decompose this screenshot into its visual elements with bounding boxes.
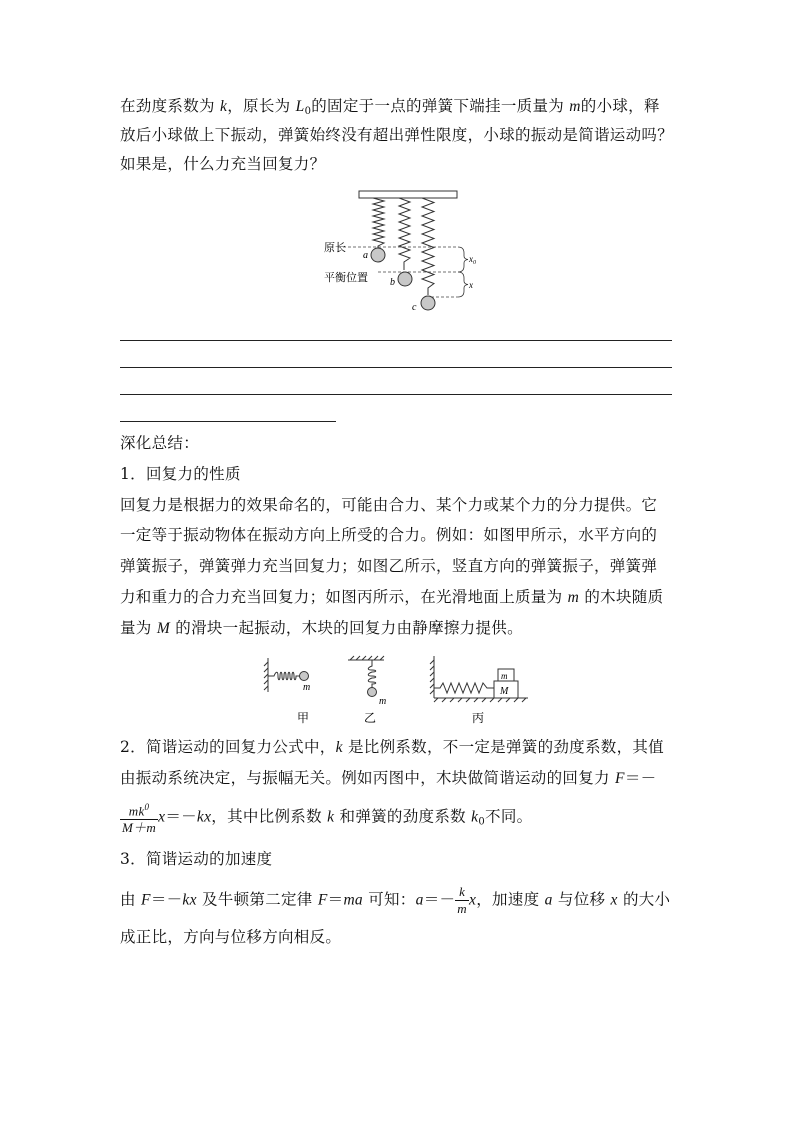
- section-3-line-1: 由 F＝－kx 及牛顿第二定律 F＝ma 可知：a＝－ $\frac{k}{m}$ x，加速度 a 与位移 x 的大小: [120, 884, 671, 916]
- vertical-oscillator: [348, 656, 384, 697]
- label-x0: $x_0$: [469, 254, 476, 266]
- oscillators-figure: [262, 652, 534, 726]
- question-line-1: 在劲度系数为 k，原长为 $L_0$的固定于一点的弹簧下端挂一质量为 m的小球，释: [120, 97, 660, 117]
- answer-line-1[interactable]: [120, 340, 672, 341]
- section-1-line-2: 一定等于振动物体在振动方向上所受的合力。例如：如图甲所示，水平方向的: [120, 526, 658, 544]
- section-1-line-5: 量为 M 的滑块一起振动，木块的回复力由静摩擦力提供。: [120, 619, 523, 637]
- section-1-line-1: 回复力是根据力的效果命名的，可能由合力、某个力或某个力的分力提供。它: [120, 496, 658, 514]
- label-a: a: [363, 250, 368, 261]
- fraction-k-over-m: $\frac{k}{m}$: [457, 884, 467, 916]
- label-b: b: [390, 277, 395, 288]
- spring-figure: [318, 188, 478, 316]
- ball-c: [421, 296, 435, 310]
- section-1-line-3: 弹簧振子，弹簧弹力充当回复力；如图乙所示，竖直方向的弹簧振子，弹簧弹: [120, 557, 658, 575]
- section-3-title: 3．简谐运动的加速度: [120, 850, 273, 868]
- section-1-line-4: 力和重力的合力充当回复力；如图丙所示，在光滑地面上质量为 m 的木块随质: [120, 588, 664, 606]
- mass-yi: m: [379, 696, 387, 707]
- section-2-line-1: 2．简谐运动的回复力公式中，k 是比例系数，不一定是弹簧的劲度系数，其值: [120, 738, 664, 756]
- ball-a: [371, 248, 385, 262]
- section-3-line-2: 成正比，方向与位移方向相反。: [120, 928, 342, 946]
- section-2-line-3: $\frac{mk^0}{M+m}$ x＝－kx，其中比例系数 k 和弹簧的劲度系数 $k_0$不同。: [120, 799, 676, 836]
- label-x: x: [469, 280, 473, 290]
- section-1-title: 1．回复力的性质: [120, 465, 241, 483]
- caption-yi: 乙: [364, 711, 377, 725]
- caption-jia: 甲: [297, 711, 310, 725]
- label-equilibrium: 平衡位置: [324, 271, 368, 284]
- caption-bing: 丙: [472, 711, 485, 725]
- block-m: m: [501, 671, 508, 681]
- label-c: c: [412, 302, 417, 313]
- question-line-3: 如果是，什么力充当回复力？: [120, 155, 326, 173]
- block-M: M: [500, 686, 509, 697]
- mass-jia: m: [303, 682, 311, 693]
- section-2-line-2: 由振动系统决定，与振幅无关。例如丙图中，木块做简谐运动的回复力 F＝－: [120, 769, 657, 787]
- answer-line-4[interactable]: [120, 421, 336, 422]
- summary-heading: 深化总结：: [120, 434, 200, 452]
- horizontal-oscillator: [264, 658, 309, 692]
- answer-line-2[interactable]: [120, 367, 672, 368]
- ball-b: [398, 272, 412, 286]
- label-original-length: 原长: [324, 241, 346, 254]
- question-line-2: 放后小球做上下振动，弹簧始终没有超出弹性限度，小球的振动是简谐运动吗？: [120, 126, 674, 144]
- fraction-mk0: $\frac{mk^0}{M+m}$: [120, 799, 158, 836]
- block-oscillator: [430, 656, 528, 702]
- answer-line-3[interactable]: [120, 394, 672, 395]
